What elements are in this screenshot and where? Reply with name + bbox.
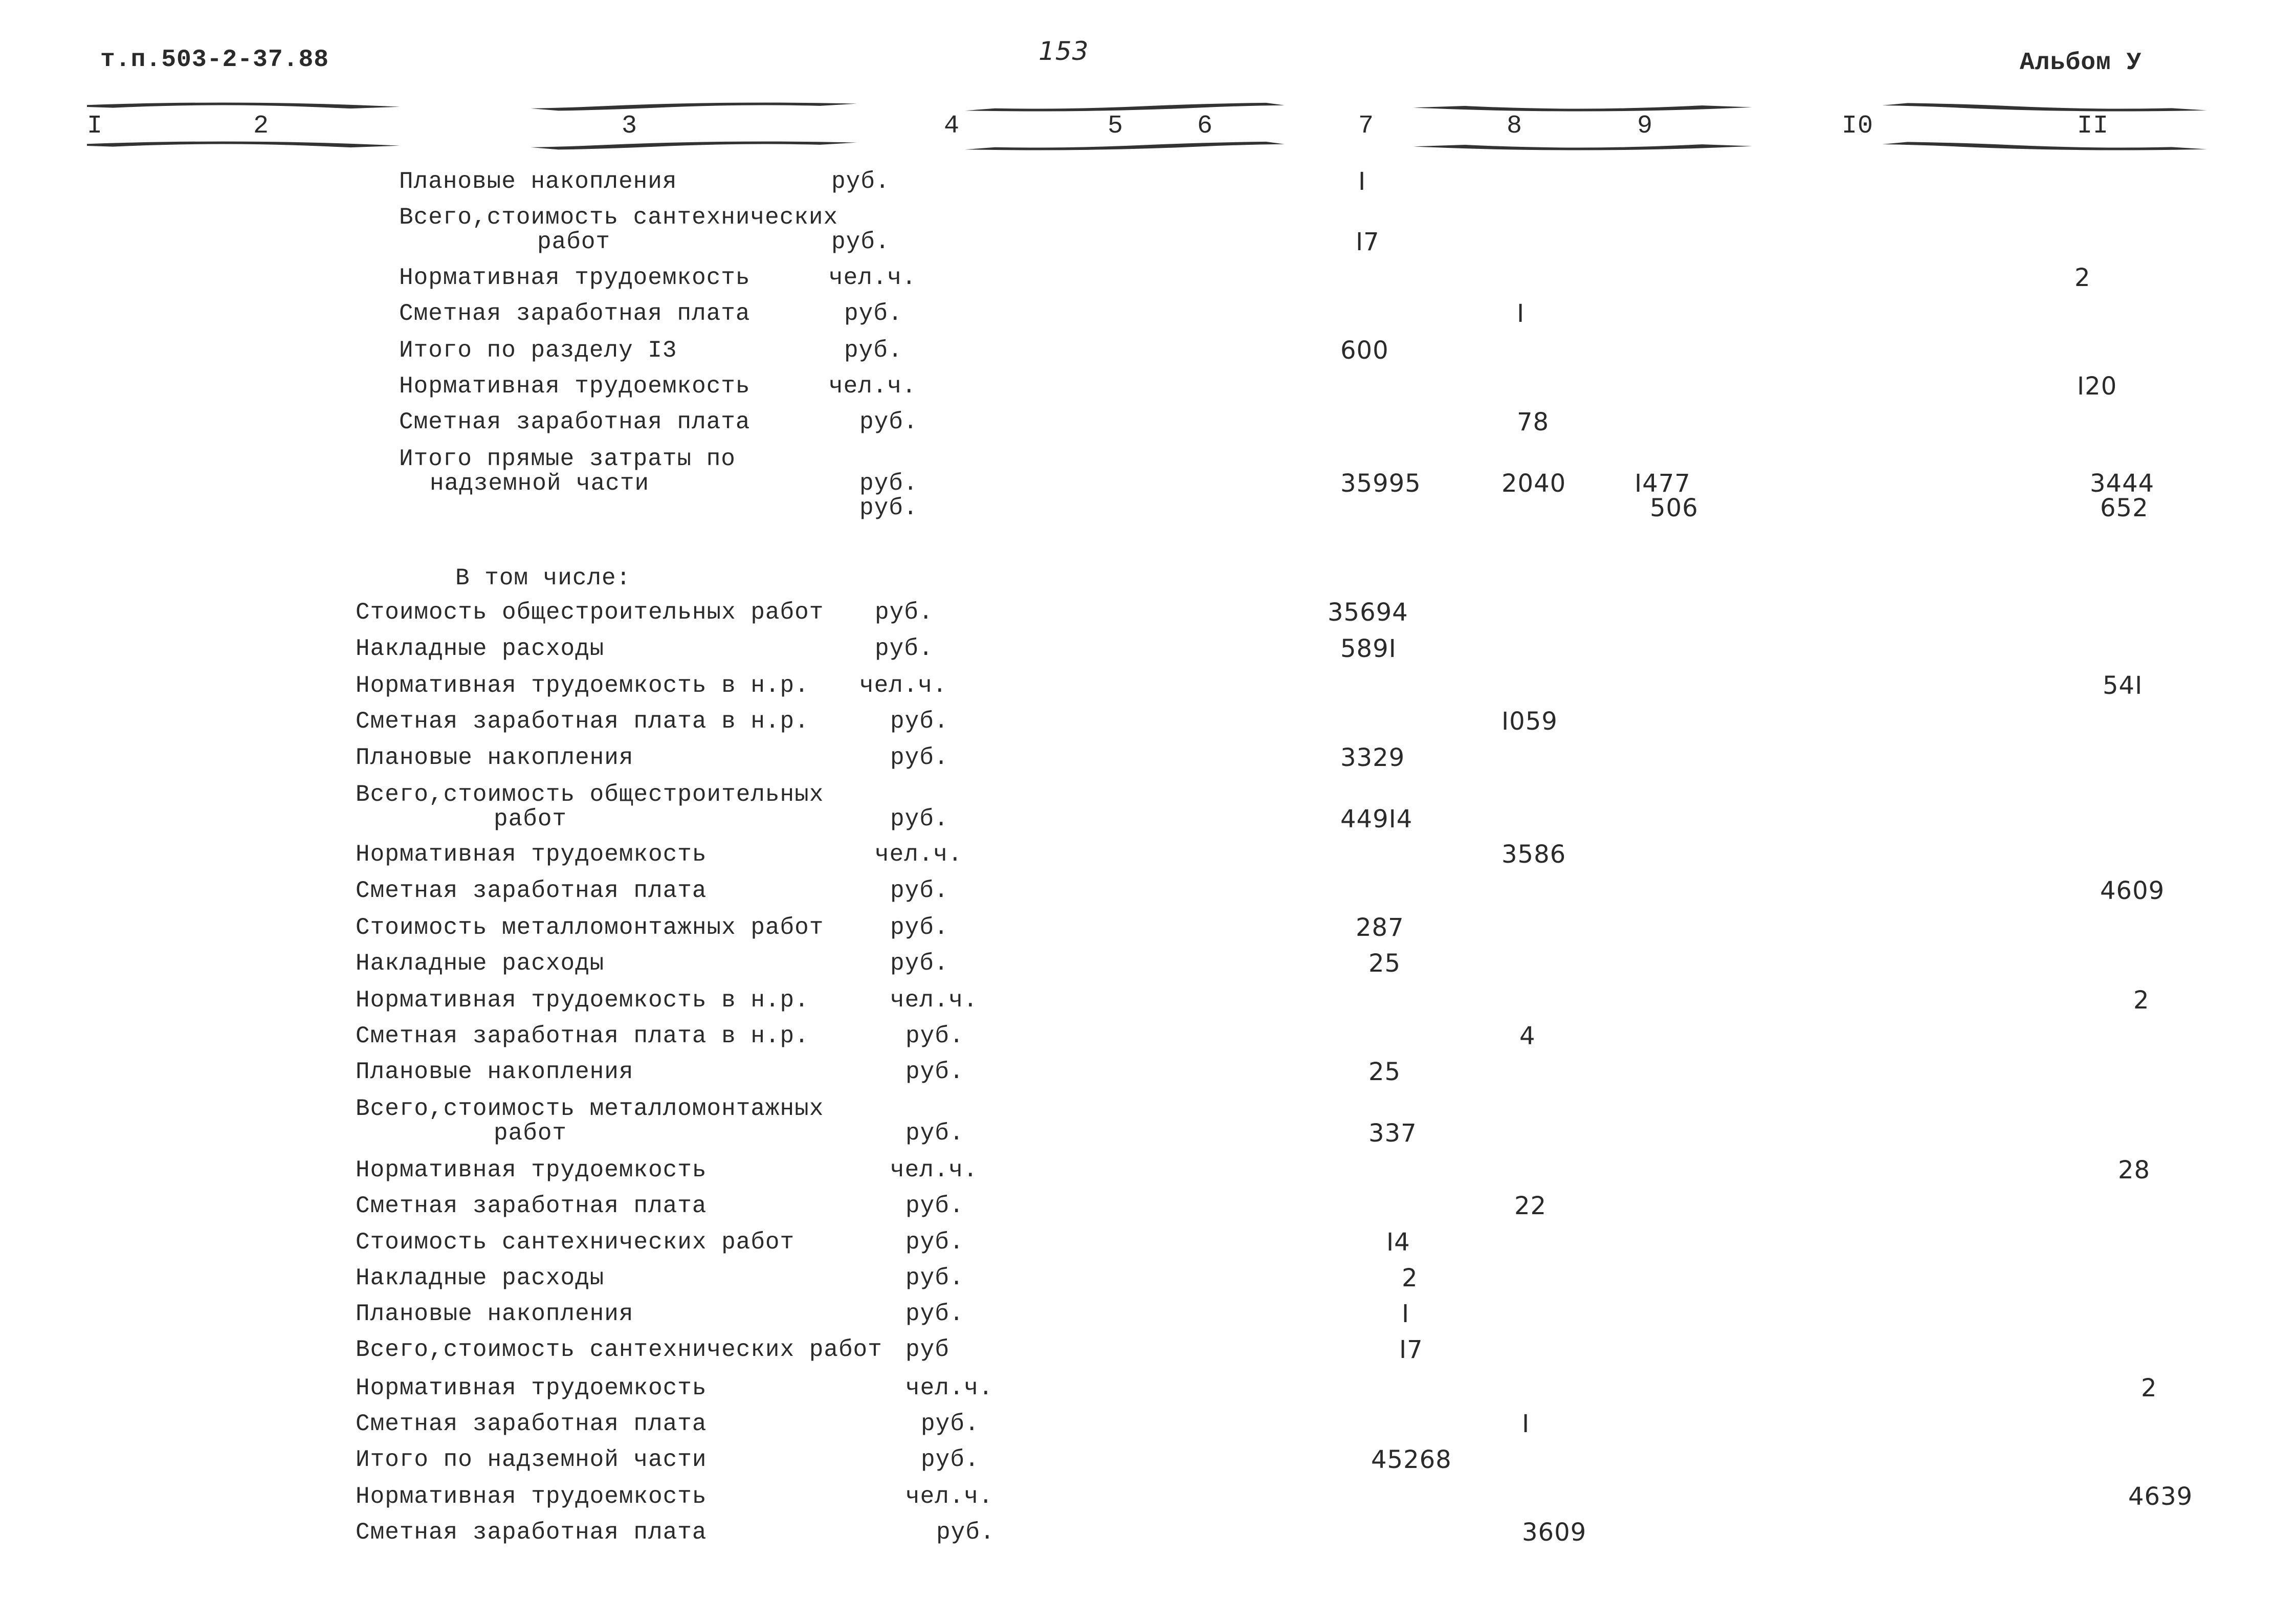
row-label: Сметная заработная плата в н.р. [356, 1023, 809, 1049]
row-label: Стоимость общестроительных работ [356, 599, 824, 626]
row-unit: руб. [859, 495, 918, 521]
value-col-11: I20 [2077, 372, 2117, 401]
value-col-8: I059 [1502, 707, 1558, 736]
row-unit: чел.ч. [829, 265, 917, 291]
row-unit: руб. [831, 168, 890, 195]
value-col-7: I7 [1356, 228, 1380, 256]
value-col-9: I477 [1635, 469, 1691, 498]
column-number-1: I [87, 112, 103, 141]
row-unit: руб. [890, 950, 949, 977]
row-unit: чел.ч. [906, 1375, 994, 1401]
value-col-8: 3586 [1502, 840, 1566, 869]
value-col-7: I7 [1399, 1335, 1423, 1364]
value-col-11: 4609 [2100, 876, 2165, 905]
row-label: Сметная заработная плата [399, 300, 750, 327]
row-label: Сметная заработная плата в н.р. [356, 708, 809, 735]
row-unit: руб. [890, 806, 949, 832]
value-col-11: 4639 [2128, 1482, 2193, 1511]
row-unit: чел.ч. [906, 1483, 994, 1510]
page-number: 153 [1039, 36, 1089, 66]
row-label: Сметная заработная плата [399, 409, 750, 435]
value-col-11: 2 [2133, 986, 2150, 1015]
row-unit: руб. [906, 1301, 964, 1327]
row-unit: руб. [906, 1229, 964, 1256]
row-unit: чел.ч. [829, 373, 917, 400]
row-label: Нормативная трудоемкость в н.р. [356, 987, 809, 1014]
column-number-4: 4 [944, 112, 960, 141]
row-label: Сметная заработная плата [356, 1411, 707, 1437]
value-col-7: 449I4 [1340, 805, 1413, 834]
row-unit: руб. [906, 1059, 964, 1085]
value-col-8: 22 [1514, 1192, 1547, 1220]
row-label: Нормативная трудоемкость [399, 373, 750, 400]
row-label: Сметная заработная плата [356, 1519, 707, 1546]
row-label: Всего,стоимость металломонтажных [356, 1095, 824, 1122]
value-col-7: 287 [1356, 913, 1404, 942]
row-label-continuation: работ [537, 229, 611, 255]
value-col-8: 3609 [1522, 1518, 1587, 1547]
row-label: Нормативная трудоемкость [356, 841, 707, 868]
row-unit: руб. [906, 1265, 964, 1291]
column-number-2: 2 [253, 112, 270, 141]
row-label: Нормативная трудоемкость [356, 1375, 707, 1401]
value-col-8: I [1517, 299, 1525, 328]
value-col-7: 600 [1340, 336, 1389, 365]
row-unit: руб. [831, 229, 890, 255]
row-label: Нормативная трудоемкость [399, 265, 750, 291]
value-col-11: 2 [2141, 1374, 2157, 1402]
column-number-8: 8 [1507, 112, 1523, 141]
row-label: Всего,стоимость сантехнических работ [356, 1336, 882, 1363]
row-unit: руб [906, 1336, 950, 1363]
row-unit: руб. [890, 708, 949, 735]
column-number-7: 7 [1358, 112, 1375, 141]
row-label: Итого прямые затраты по [399, 446, 736, 472]
row-unit: чел.ч. [890, 1157, 978, 1183]
row-label: Нормативная трудоемкость [356, 1483, 707, 1510]
row-label: Плановые накопления [356, 1301, 634, 1327]
row-label-continuation: работ [494, 1120, 567, 1147]
row-unit: руб. [921, 1411, 980, 1437]
row-unit: чел.ч. [890, 987, 978, 1014]
row-label: Плановые накопления [356, 744, 634, 771]
row-label-continuation: надземной части [430, 470, 650, 497]
value-col-7: I [1402, 1300, 1410, 1328]
row-unit: руб. [890, 744, 949, 771]
value-col-7: I [1358, 167, 1366, 196]
row-label: Итого по надземной части [356, 1446, 707, 1473]
value-col-7: 337 [1368, 1119, 1417, 1148]
value-col-11: 3444 [2090, 469, 2155, 498]
value-col-7: 3329 [1340, 743, 1405, 772]
row-unit: руб. [906, 1023, 964, 1049]
value-col-7: 25 [1368, 949, 1401, 978]
value-col-7: 25 [1368, 1058, 1401, 1086]
row-unit: чел.ч. [859, 672, 947, 699]
column-number-11: II [2077, 112, 2109, 141]
row-label: Сметная заработная плата [356, 878, 707, 904]
row-label: Накладные расходы [356, 635, 605, 662]
row-unit: руб. [921, 1446, 980, 1473]
row-label: Всего,стоимость общестроительных [356, 781, 824, 808]
column-number-6: 6 [1197, 112, 1213, 141]
value-col-8: I [1522, 1410, 1530, 1438]
column-number-5: 5 [1108, 112, 1124, 141]
row-label: Плановые накопления [399, 168, 677, 195]
row-label-continuation: работ [494, 806, 567, 832]
column-number-3: 3 [622, 112, 638, 141]
album-label: Альбом У [2020, 49, 2142, 77]
column-number-10: I0 [1842, 112, 1874, 141]
value-col-7: 35995 [1340, 469, 1421, 498]
row-label: Всего,стоимость сантехнических [399, 204, 838, 231]
row-label: Стоимость сантехнических работ [356, 1229, 795, 1256]
row-label: Нормативная трудоемкость [356, 1157, 707, 1183]
row-unit: руб. [906, 1193, 964, 1219]
row-label: Накладные расходы [356, 950, 605, 977]
value-col-9-sub: 506 [1650, 494, 1698, 522]
row-unit: руб. [890, 878, 949, 904]
row-unit: руб. [875, 635, 934, 662]
header-rule-bottom [87, 139, 2256, 152]
value-col-7: 45268 [1371, 1445, 1452, 1474]
value-col-11: 28 [2118, 1156, 2151, 1185]
row-label: Стоимость металломонтажных работ [356, 914, 824, 941]
value-col-11: 2 [2074, 264, 2091, 292]
value-col-7: 35694 [1328, 598, 1408, 627]
doc-code: т.п.503-2-37.88 [100, 46, 329, 74]
value-col-8: 4 [1519, 1022, 1536, 1050]
header-rule-top [87, 100, 2256, 114]
row-label: Накладные расходы [356, 1265, 605, 1291]
row-label: Сметная заработная плата [356, 1193, 707, 1219]
row-unit: руб. [859, 470, 918, 497]
row-unit: руб. [844, 337, 903, 364]
row-unit: руб. [859, 409, 918, 435]
row-label: Итого по разделу I3 [399, 337, 677, 364]
value-col-7: 2 [1402, 1264, 1418, 1292]
column-number-9: 9 [1637, 112, 1653, 141]
value-col-11: 54I [2103, 671, 2143, 700]
row-label: Нормативная трудоемкость в н.р. [356, 672, 809, 699]
row-unit: руб. [890, 914, 949, 941]
value-col-8: 78 [1517, 408, 1550, 436]
row-unit: руб. [844, 300, 903, 327]
row-label: В том числе: [455, 565, 631, 591]
row-unit: чел.ч. [875, 841, 963, 868]
row-label: Плановые накопления [356, 1059, 634, 1085]
value-col-7: 589I [1340, 634, 1397, 663]
value-col-8: 2040 [1502, 469, 1566, 498]
value-col-11-sub: 652 [2100, 494, 2149, 522]
value-col-7: I4 [1386, 1228, 1410, 1257]
row-unit: руб. [906, 1120, 964, 1147]
row-unit: руб. [875, 599, 934, 626]
row-unit: руб. [936, 1519, 995, 1546]
